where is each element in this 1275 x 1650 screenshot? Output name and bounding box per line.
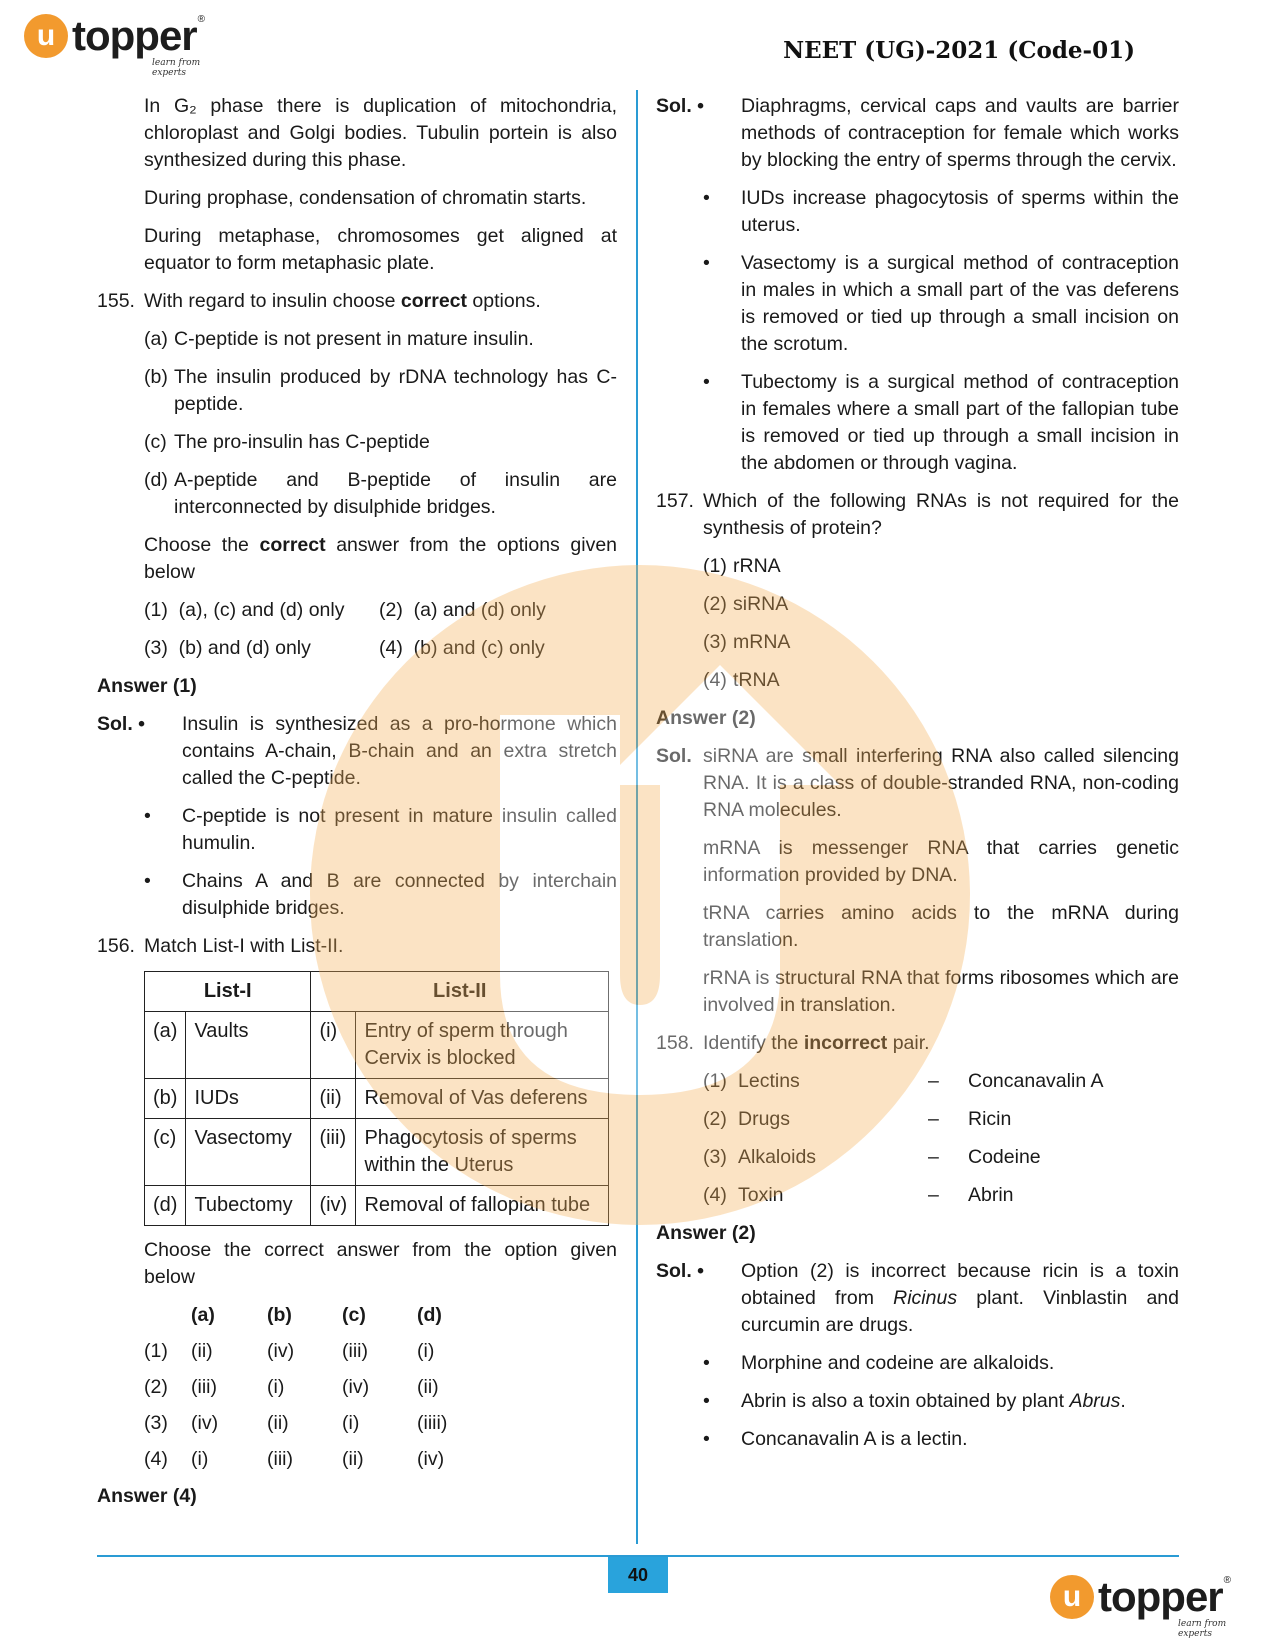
answer-155: Answer (1) (97, 675, 197, 697)
statement-a: (a) C-peptide is not present in mature insulin. (144, 328, 534, 350)
logo-tagline: learn from experts (1178, 1619, 1227, 1639)
option-4: (4) tRNA (703, 669, 780, 691)
intro-paragraph-2: During prophase, condensation of chromatin starts. (144, 187, 587, 209)
topper-u-icon: u (24, 14, 68, 58)
solution-157 (656, 743, 1179, 824)
question-156 (97, 933, 617, 960)
logo-tagline: learn from experts (152, 58, 201, 78)
topper-u-icon: u (1050, 1575, 1094, 1619)
column-divider (636, 90, 638, 1544)
sol-bullet-3: • Chains A and B are connected by interchain disulphide bridges. (144, 868, 617, 922)
sol-bullet-4: • Tubectomy is a surgical method of contraception in females where a small part of the fallopian tube is removed or tied up through a small incision in the abdomen or through vagina. (703, 369, 1179, 477)
option-3: (3) mRNA (703, 631, 791, 653)
sol-label: Sol. • (656, 95, 704, 117)
option-2: (2) (a) and (d) only (379, 599, 546, 621)
logo-brand-text: topper (1098, 1573, 1223, 1620)
option-1: (1) (a), (c) and (d) only (144, 599, 345, 621)
answer-156: Answer (4) (97, 1485, 197, 1507)
answer-157: Answer (2) (656, 707, 756, 729)
bullet-icon: • (703, 1390, 710, 1412)
statement-b: (b) The insulin produced by rDNA technology has C-peptide. (144, 366, 617, 415)
list-1-header: List-I (145, 972, 311, 1012)
sol-point-3: tRNA carries amino acids to the mRNA during translation. (703, 902, 1179, 951)
question-number: 158. (656, 1032, 694, 1054)
left-column (97, 93, 617, 1521)
question-stem: Identify the incorrect pair. (703, 1032, 930, 1054)
statement-c: (c) The pro-insulin has C-peptide (144, 431, 430, 453)
table-row: (a) Vaults (i) Entry of sperm through Cervix is blocked (145, 1012, 609, 1079)
right-column (656, 93, 1179, 1464)
intro-paragraph-1: In G₂ phase there is duplication of mitochondria, chloroplast and Golgi bodies. Tubulin portein is also synthesized during this phase. (144, 95, 617, 171)
question-158 (656, 1030, 1179, 1057)
exam-title: NEET (UG)-2021 (Code-01) (783, 37, 1135, 64)
sol-point-2: mRNA is messenger RNA that carries genetic information provided by DNA. (703, 837, 1179, 886)
option-2: (2) siRNA (703, 593, 789, 615)
list-2-header: List-II (311, 972, 609, 1012)
option-4: (4) (b) and (c) only (379, 637, 545, 659)
question-stem: Match List-I with List-II. (144, 935, 344, 957)
question-number: 157. (656, 490, 694, 512)
registered-mark-icon: ® (1223, 1575, 1232, 1586)
sol-bullet-3: • Abrin is also a toxin obtained by plant Abrus. (703, 1388, 1179, 1415)
question-157 (656, 488, 1179, 542)
question-155 (97, 288, 617, 315)
bullet-icon: • (703, 1428, 710, 1450)
question-number: 156. (97, 935, 135, 957)
page-number: 40 (608, 1557, 668, 1593)
option-1: (1) rRNA (703, 555, 781, 577)
logo-brand-text: topper (72, 12, 197, 59)
answer-158: Answer (2) (656, 1222, 756, 1244)
bullet-icon: • (144, 870, 151, 892)
sol-bullet-2: • C-peptide is not present in mature insulin called humulin. (144, 803, 617, 857)
pairs-158: (1) Lectins – Concanavalin A (2) Drugs – Ricin (3) Alkaloids – Codeine (4) Toxin – Abrin (703, 1070, 1104, 1206)
question-stem: With regard to insulin choose correct options. (144, 290, 541, 312)
choose-instruction: Choose the correct answer from the options given below (144, 534, 618, 583)
question-number: 155. (97, 290, 135, 312)
sol-point-1: siRNA are small interfering RNA also called silencing RNA. It is a class of double-stranded RNA, non-coding RNA molecules. (703, 745, 1179, 821)
sol-bullet-2: • Morphine and codeine are alkaloids. (703, 1350, 1179, 1377)
question-stem: Which of the following RNAs is not required for the synthesis of protein? (703, 490, 1179, 539)
answer-options-grid: (a) (b) (c) (d) (1) (ii) (iv) (iii) (i) (2) (iii) (i) (iv) (ii) (3) (iv) (ii) (i) (iiii) (4) (i) (iii) (ii) (iv) (144, 1304, 448, 1470)
choose-instruction-156: Choose the correct answer from the option given below (144, 1239, 617, 1288)
statement-d: (d) A-peptide and B-peptide of insulin are interconnected by disulphide bridges. (144, 469, 617, 518)
sol-point-1: Diaphragms, cervical caps and vaults are barrier methods of contraception for female which works by blocking the entry of sperms through the cervix. (741, 95, 1179, 171)
sol-label: Sol. • (656, 1260, 704, 1282)
bullet-icon: • (703, 1352, 710, 1374)
sol-point-1: Insulin is synthesized as a pro-hormone which contains A-chain, B-chain and an extra stretch called the C-peptide. (182, 713, 617, 789)
bullet-icon: • (703, 252, 710, 274)
intro-paragraph-3: During metaphase, chromosomes get aligned at equator to form metaphasic plate. (144, 225, 617, 274)
sol-point-4: rRNA is structural RNA that forms ribosomes which are involved in translation. (703, 967, 1179, 1016)
sol-label: Sol. • (97, 713, 145, 735)
options-155 (144, 597, 617, 662)
option-3: (3) (b) and (d) only (144, 637, 311, 659)
sol-point-1: Option (2) is incorrect because ricin is a toxin obtained from Ricinus plant. Vinblastin and curcumin are drugs. (741, 1260, 1179, 1336)
sol-bullet-4: • Concanavalin A is a lectin. (703, 1426, 1179, 1453)
table-row: (c) Vasectomy (iii) Phagocytosis of sperms within the Uterus (145, 1119, 609, 1186)
bullet-icon: • (703, 187, 710, 209)
bullet-icon: • (144, 805, 151, 827)
match-table (144, 971, 609, 1226)
solution-155 (97, 711, 617, 792)
sol-label: Sol. (656, 745, 692, 767)
solution-156 (656, 93, 1179, 174)
registered-mark-icon: ® (197, 14, 206, 25)
topper-logo-footer (1050, 1573, 1232, 1639)
sol-bullet-2: • IUDs increase phagocytosis of sperms within the uterus. (703, 185, 1179, 239)
topper-logo-header (24, 12, 206, 78)
table-row: (b) IUDs (ii) Removal of Vas deferens (145, 1079, 609, 1119)
bullet-icon: • (703, 371, 710, 393)
table-row: (d) Tubectomy (iv) Removal of fallopian tube (145, 1186, 609, 1226)
sol-bullet-3: • Vasectomy is a surgical method of contraception in males in which a small part of the vas deferens is removed or tied up through a small incision on the scrotum. (703, 250, 1179, 358)
solution-158 (656, 1258, 1179, 1339)
